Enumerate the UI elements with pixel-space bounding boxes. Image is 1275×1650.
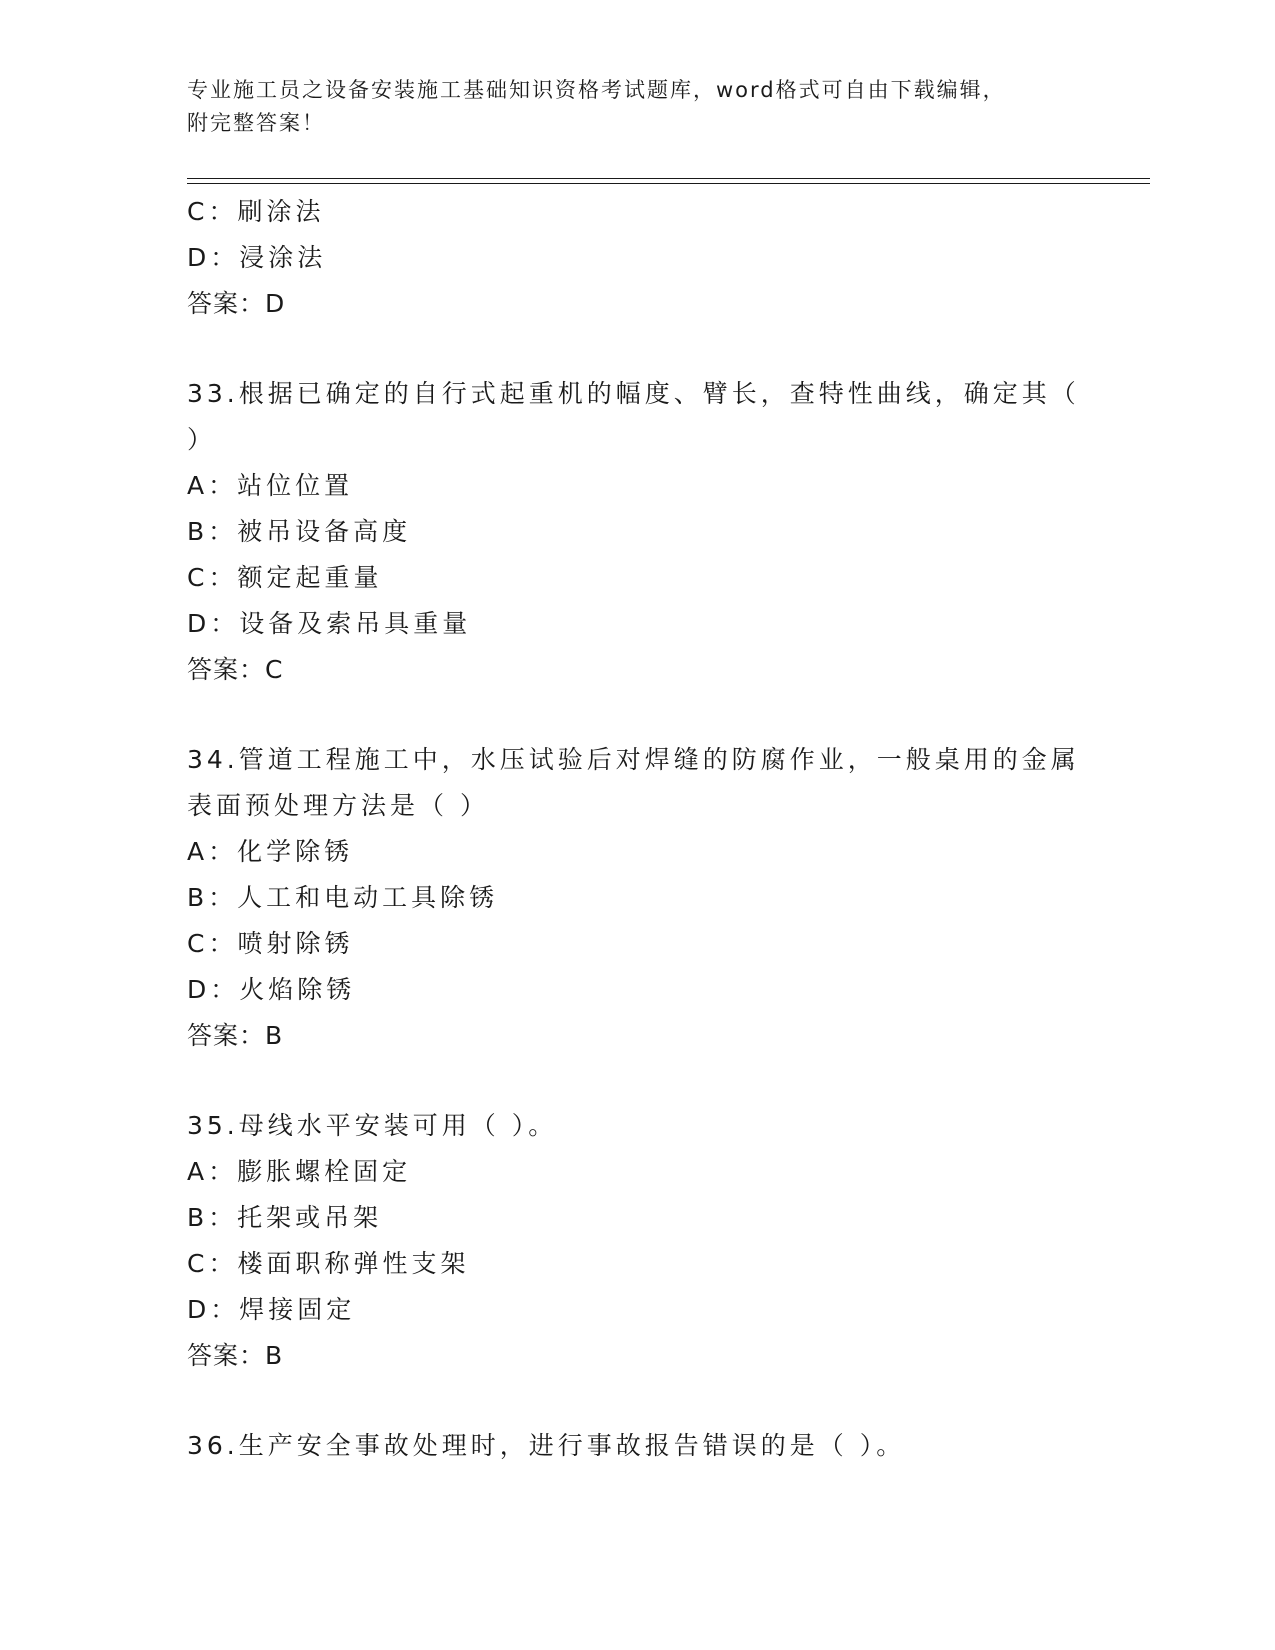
- spacer: [187, 693, 1087, 737]
- option-d: D：火焰除锈: [187, 975, 356, 1004]
- answer-line: 答案：B: [187, 1021, 284, 1050]
- question-36: [187, 1423, 1087, 1469]
- header-divider-bottom: [187, 183, 1150, 184]
- answer-line: 答案：C: [187, 655, 284, 684]
- option-c: C：刷涂法: [187, 197, 325, 226]
- question-stem-line: 35.母线水平安装可用（ ）。: [187, 1111, 558, 1140]
- question-33: [187, 371, 1087, 693]
- question-stem-line: ）: [187, 425, 217, 454]
- answer-line: 答案：D: [187, 289, 286, 318]
- question-stem-line: 36.生产安全事故处理时，进行事故报告错误的是（ ）。: [187, 1431, 906, 1460]
- option-c: C：喷射除锈: [187, 929, 354, 958]
- header-title-line-2: 附完整答案！: [187, 111, 325, 135]
- question-34: [187, 737, 1087, 1059]
- spacer: [187, 1059, 1087, 1103]
- spacer: [187, 1379, 1087, 1423]
- option-b: B：托架或吊架: [187, 1203, 383, 1232]
- spacer: [187, 327, 1087, 371]
- option-b: B：被吊设备高度: [187, 517, 412, 546]
- option-a: A：化学除锈: [187, 837, 354, 866]
- question-stem-line: 33.根据已确定的自行式起重机的幅度、臂长，查特性曲线，确定其（: [187, 379, 1080, 408]
- question-stem-line: 34.管道工程施工中，水压试验后对焊缝的防腐作业，一般桌用的金属: [187, 745, 1080, 774]
- question-stem-line: 表面预处理方法是（ ）: [187, 791, 489, 820]
- option-c: C：楼面职称弹性支架: [187, 1249, 470, 1278]
- question-35: [187, 1103, 1087, 1379]
- option-d: D：焊接固定: [187, 1295, 356, 1324]
- option-c: C：额定起重量: [187, 563, 383, 592]
- option-b: B：人工和电动工具除锈: [187, 883, 499, 912]
- header-title-line-1: 专业施工员之设备安装施工基础知识资格考试题库，word格式可自由下载编辑，: [187, 78, 1006, 102]
- question-32-continued: [187, 189, 1087, 327]
- answer-line: 答案：B: [187, 1341, 284, 1370]
- header-divider-top: [187, 178, 1150, 179]
- document-header: [187, 74, 1067, 140]
- option-d: D：浸涂法: [187, 243, 327, 272]
- option-a: A：膨胀螺栓固定: [187, 1157, 412, 1186]
- question-list: [187, 189, 1087, 1469]
- option-a: A：站位位置: [187, 471, 354, 500]
- option-d: D：设备及索吊具重量: [187, 609, 472, 638]
